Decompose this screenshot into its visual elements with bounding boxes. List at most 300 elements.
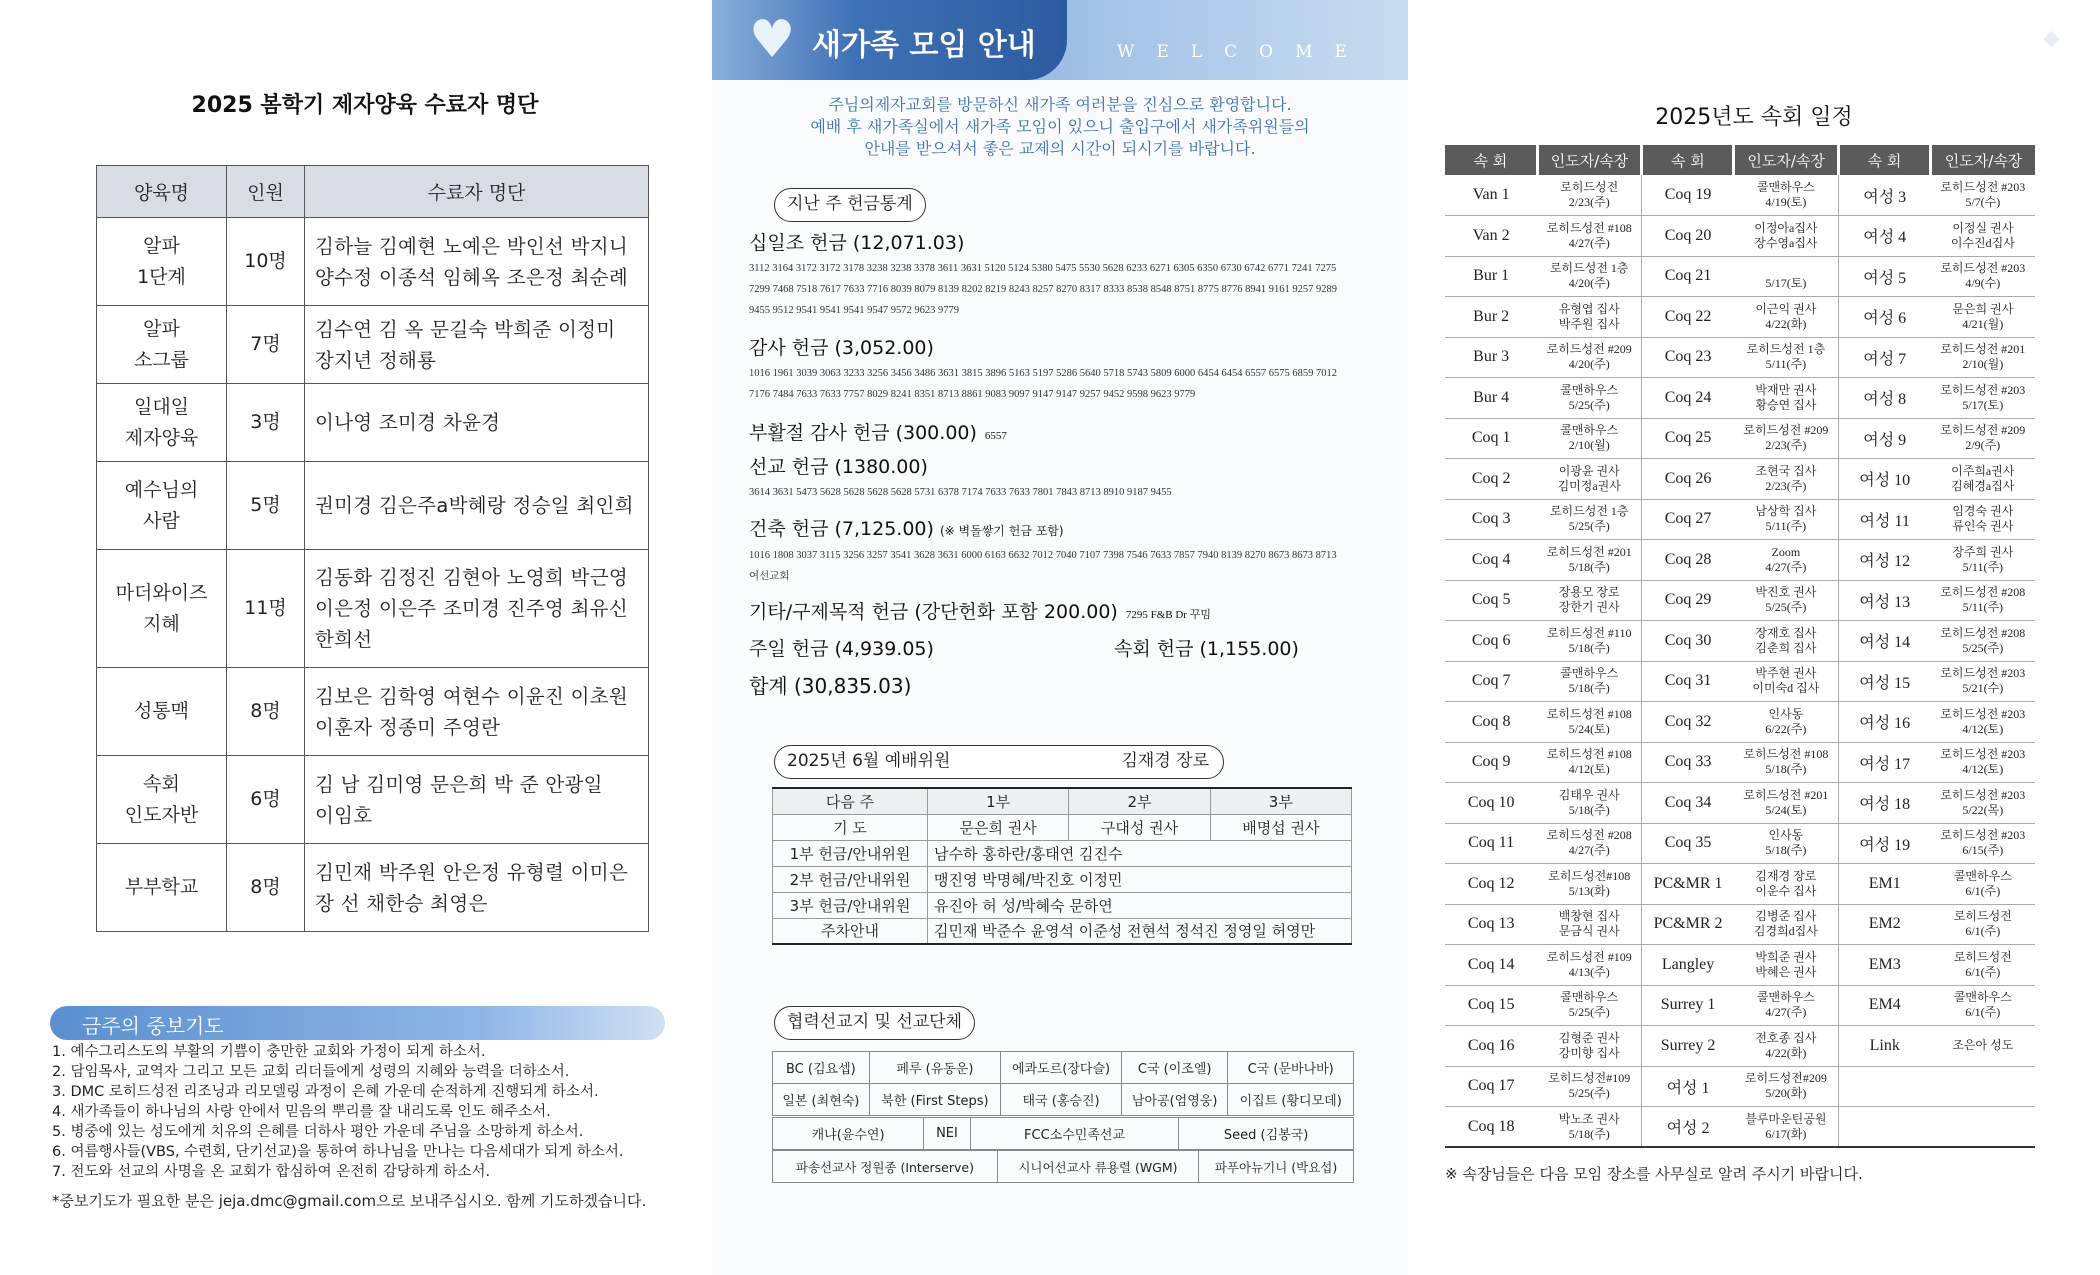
table-cell: 구대성 권사	[1069, 814, 1210, 840]
table-cell: 로히드성전 #201 5/24(토)	[1734, 783, 1838, 824]
other-offering	[749, 597, 1211, 624]
table-cell: 여성 7	[1838, 337, 1930, 378]
tithe-offering: 십일조 헌금 (12,071.03)	[749, 232, 965, 254]
table-cell: EM2	[1838, 904, 1930, 945]
table-cell: C국 (문바나바)	[1228, 1052, 1354, 1084]
table-cell: 여성 12	[1838, 540, 1930, 581]
table-row	[1445, 621, 2035, 662]
table-cell: 유형엽 집사 박주원 집사	[1537, 297, 1641, 338]
table-cell: Langley	[1642, 945, 1734, 986]
table-cell: 로히드성전 #110 5/18(주)	[1537, 621, 1641, 662]
table-row	[1445, 256, 2035, 297]
table-cell: 배명섭 권사	[1210, 814, 1351, 840]
column-header: 인도자/속장	[1734, 145, 1838, 175]
table-cell: 로히드성전 #209 4/20(주)	[1537, 337, 1641, 378]
worship-committee-title: 2025년 6월 예배위원	[787, 751, 951, 771]
table-cell: FCC소수민족선교	[970, 1118, 1179, 1150]
table-cell: 1부	[928, 788, 1069, 814]
table-cell: 속회 인도자반	[97, 756, 227, 844]
table-cell: 에콰도르(장다슬)	[1001, 1052, 1122, 1084]
hands-heart-icon: ♥	[748, 10, 796, 70]
table-cell: Coq 10	[1445, 783, 1537, 824]
table-cell: C국 (이조엘)	[1121, 1052, 1227, 1084]
table-cell: 일본 (최현숙)	[773, 1084, 870, 1116]
welcome-line: 안내를 받으셔서 좋은 교제의 시간이 되시기를 바랍니다.	[864, 139, 1256, 158]
easter-offering-label: 부활절 감사 헌금 (300.00)	[749, 422, 977, 444]
table-row	[1445, 580, 2035, 621]
table-cell: Surrey 2	[1642, 1026, 1734, 1067]
table-cell: 김태우 권사 5/18(주)	[1537, 783, 1641, 824]
building-numbers: 1016 1808 3037 3115 3256 3257 3541 3628 3631 6000 6163 6632 7012 7040 7107 7398 7546 7633 7857 7940 8139 8270 8673 8673 8713 여선교회	[749, 550, 1337, 582]
table-cell	[1838, 1066, 1930, 1107]
table-header-row	[97, 166, 649, 218]
table-cell: Coq 17	[1445, 1066, 1537, 1107]
table-cell: Coq 1	[1445, 418, 1537, 459]
middle-panel	[712, 0, 1408, 1275]
table-cell: 로히드성전#108 5/13(화)	[1537, 864, 1641, 905]
table-cell: 여성 2	[1642, 1107, 1734, 1148]
table-cell: 박주현 권사 이미숙d 집사	[1734, 661, 1838, 702]
banner-title: 새가족 모임 안내	[812, 28, 1036, 63]
table-cell: 콜맨하우스 5/25(주)	[1537, 378, 1641, 419]
table-cell: 남수하 홍하란/홍태연 김진수	[928, 840, 1352, 866]
table-cell: 박희준 권사 박혜은 권사	[1734, 945, 1838, 986]
prayer-header-bar	[50, 1006, 665, 1040]
table-cell: Coq 24	[1642, 378, 1734, 419]
welcome-banner	[712, 0, 1408, 80]
cell-group-schedule-title: 2025년도 속회 일정	[1655, 105, 1853, 130]
table-cell: 일대일 제자양육	[97, 384, 227, 462]
list-item: 4. 새가족들이 하나님의 사랑 안에서 믿음의 뿌리를 잘 내리도록 인도 해주소서.	[52, 1104, 551, 1120]
table-cell: 여성 16	[1838, 702, 1930, 743]
table-cell: 이집트 (황디모데)	[1228, 1084, 1354, 1116]
table-cell: Coq 12	[1445, 864, 1537, 905]
table-cell: EM3	[1838, 945, 1930, 986]
table-cell	[1931, 1107, 2035, 1148]
table-row	[1445, 985, 2035, 1026]
left-panel	[0, 0, 710, 1275]
schedule-table-body	[1445, 175, 2035, 1147]
table-cell: 예수님의 사람	[97, 462, 227, 550]
table-cell: Bur 3	[1445, 337, 1537, 378]
table-cell: 권미경 김은주a박혜랑 정승일 최인희	[305, 462, 649, 550]
table-cell: 김형준 권사 강미향 집사	[1537, 1026, 1641, 1067]
cell-offering: 속회 헌금 (1,155.00)	[1114, 638, 1299, 660]
table-cell: Coq 18	[1445, 1107, 1537, 1148]
table-row	[1445, 864, 2035, 905]
table-row	[1445, 418, 2035, 459]
table-cell: 로히드성전 #203 5/21(수)	[1931, 661, 2035, 702]
table-cell: 페루 (유동운)	[869, 1052, 1000, 1084]
table-cell: 김하늘 김예현 노예은 박인선 박지니 양수정 이종석 임혜옥 조은정 최순례	[305, 218, 649, 306]
welcome-line: 예배 후 새가족실에서 새가족 모임이 있으니 출입구에서 새가족위원들의	[810, 117, 1310, 136]
table-row	[97, 462, 649, 550]
table-cell: 로히드성전 6/1(주)	[1931, 904, 2035, 945]
table-cell: 박재만 권사 황승연 집사	[1734, 378, 1838, 419]
table-cell: Coq 23	[1642, 337, 1734, 378]
table-cell: Coq 29	[1642, 580, 1734, 621]
worship-committee-elder: 김재경 장로	[1121, 751, 1209, 771]
other-offering-label: 기타/구제목적 헌금 (강단헌화 포함 200.00)	[749, 601, 1118, 623]
graduates-table-body	[97, 218, 649, 932]
table-cell: 콜맨하우스 5/25(주)	[1537, 985, 1641, 1026]
table-cell: Bur 1	[1445, 256, 1537, 297]
table-row	[1445, 499, 2035, 540]
table-cell: 여성 9	[1838, 418, 1930, 459]
table-row	[1445, 459, 2035, 500]
table-row	[773, 918, 1352, 944]
mission-partners-table-2	[772, 1117, 1354, 1150]
table-cell: Coq 19	[1642, 175, 1734, 216]
table-cell: 장재호 집사 김춘희 집사	[1734, 621, 1838, 662]
list-item: 1. 예수그리스도의 부활의 기쁨이 충만한 교회와 가정이 되게 하소서.	[52, 1044, 486, 1060]
table-cell: NEI	[924, 1118, 971, 1150]
welcome-line: 주님의제자교회를 방문하신 새가족 여러분을 진심으로 환영합니다.	[828, 95, 1292, 114]
table-cell: 7명	[227, 306, 305, 384]
table-cell: 로히드성전 #203 4/12(토)	[1931, 702, 2035, 743]
table-cell: Link	[1838, 1026, 1930, 1067]
table-cell: 로히드성전 #209 2/23(주)	[1734, 418, 1838, 459]
banner-subtitle: WELCOME	[1117, 42, 1369, 62]
table-cell: 유진아 허 성/박혜숙 문하연	[928, 892, 1352, 918]
table-row	[773, 840, 1352, 866]
table-cell: Coq 25	[1642, 418, 1734, 459]
table-cell: 다음 주	[773, 788, 928, 814]
table-cell: Coq 8	[1445, 702, 1537, 743]
table-cell: 로히드성전 #201 5/18(주)	[1537, 540, 1641, 581]
table-row	[773, 1151, 1354, 1183]
table-cell: 로히드성전 #203 5/7(수)	[1931, 175, 2035, 216]
table-cell: 남상학 집사 5/11(주)	[1734, 499, 1838, 540]
table-cell: 로히드성전 #203 4/9(수)	[1931, 256, 2035, 297]
table-cell: 인사동 5/18(주)	[1734, 823, 1838, 864]
table-cell: 3부	[1210, 788, 1351, 814]
table-cell: 5명	[227, 462, 305, 550]
banner-title-block	[712, 0, 1067, 80]
table-cell: Surrey 1	[1642, 985, 1734, 1026]
list-item: 2. 담임목사, 교역자 그리고 모든 교회 리더들에게 성령의 지혜와 능력을 더하소서.	[52, 1064, 570, 1080]
column-header: 인도자/속장	[1931, 145, 2035, 175]
table-cell: 박노조 권사 5/18(주)	[1537, 1107, 1641, 1148]
table-cell: 로히드성전 #108 5/18(주)	[1734, 742, 1838, 783]
table-cell: 이나영 조미경 차윤경	[305, 384, 649, 462]
table-cell: Coq 33	[1642, 742, 1734, 783]
list-item: 5. 병중에 있는 성도에게 치유의 은혜를 더하사 평안 가운데 주님을 소망하게 하소서.	[52, 1124, 584, 1140]
table-row	[773, 788, 1352, 814]
table-cell: Coq 31	[1642, 661, 1734, 702]
table-cell: 성통맥	[97, 668, 227, 756]
table-cell: 로히드성전 #208 5/11(주)	[1931, 580, 2035, 621]
table-cell: 6명	[227, 756, 305, 844]
prayer-note: *중보기도가 필요한 분은 jeja.dmc@gmail.com으로 보내주십시오. 함께 기도하겠습니다.	[52, 1192, 647, 1210]
table-cell: 파푸아뉴기니 (박요섭)	[1199, 1151, 1354, 1183]
table-row	[97, 668, 649, 756]
table-cell: 여성 4	[1838, 216, 1930, 257]
table-row	[1445, 175, 2035, 216]
mission-offering: 선교 헌금 (1380.00)	[749, 456, 928, 478]
table-cell: 로히드성전 1층 5/11(주)	[1734, 337, 1838, 378]
list-item: 6. 여름행사들(VBS, 수련회, 단기선교)을 통하여 하나님을 만나는 다음세대가 되게 하소서.	[52, 1144, 624, 1160]
sunday-offering: 주일 헌금 (4,939.05)	[749, 638, 934, 660]
building-offering-label: 건축 헌금 (7,125.00)	[749, 518, 934, 540]
table-cell: 문은희 권사	[928, 814, 1069, 840]
table-cell: 5/17(토)	[1734, 256, 1838, 297]
right-panel	[1408, 0, 2100, 1275]
graduates-table	[96, 165, 649, 932]
table-cell: 김재경 장로 이운수 집사	[1734, 864, 1838, 905]
church-logo-watermark: ◆	[2043, 26, 2060, 51]
table-cell: Coq 21	[1642, 256, 1734, 297]
table-cell: PC&MR 2	[1642, 904, 1734, 945]
table-row	[1445, 702, 2035, 743]
table-cell: Coq 27	[1642, 499, 1734, 540]
table-cell: 북한 (First Steps)	[869, 1084, 1000, 1116]
table-cell: 콜맨하우스 4/27(주)	[1734, 985, 1838, 1026]
table-cell: 김보은 김학영 여현수 이윤진 이초원 이훈자 정종미 주영란	[305, 668, 649, 756]
table-cell: 콜맨하우스 6/1(주)	[1931, 864, 2035, 905]
table-cell: Coq 22	[1642, 297, 1734, 338]
column-header: 수료자 명단	[305, 166, 649, 218]
table-cell: 장주희 권사 5/11(주)	[1931, 540, 2035, 581]
table-cell: 로히드성전 #108 4/27(주)	[1537, 216, 1641, 257]
table-cell: 임경숙 권사 류인숙 권사	[1931, 499, 2035, 540]
table-cell: 이광윤 권사 김미정a권사	[1537, 459, 1641, 500]
table-cell: Coq 30	[1642, 621, 1734, 662]
table-cell: 여성 17	[1838, 742, 1930, 783]
table-cell: 김민재 박준수 윤영석 이준성 전현석 정석진 정영일 허영만	[928, 918, 1352, 944]
table-cell: 콜맨하우스 6/1(주)	[1931, 985, 2035, 1026]
table-cell: Bur 2	[1445, 297, 1537, 338]
table-row	[97, 384, 649, 462]
table-cell: PC&MR 1	[1642, 864, 1734, 905]
table-header-row	[1445, 145, 2035, 175]
table-row	[773, 814, 1352, 840]
table-cell: 맹진영 박명혜/박진호 이정민	[928, 866, 1352, 892]
table-row	[1445, 945, 2035, 986]
table-cell: 로히드성전 #203 5/22(목)	[1931, 783, 2035, 824]
table-cell: 블루마운틴공원 6/17(화)	[1734, 1107, 1838, 1148]
discipleship-title: 2025 봄학기 제자양육 수료자 명단	[191, 93, 539, 118]
table-cell: 여성 10	[1838, 459, 1930, 500]
table-cell: BC (김요셉)	[773, 1052, 870, 1084]
table-cell: 11명	[227, 550, 305, 668]
table-cell: EM1	[1838, 864, 1930, 905]
table-cell: 로히드성전 1층 4/20(주)	[1537, 256, 1641, 297]
column-header: 속 회	[1642, 145, 1734, 175]
table-cell: Coq 4	[1445, 540, 1537, 581]
table-row	[97, 218, 649, 306]
table-cell: Coq 6	[1445, 621, 1537, 662]
table-cell: 2부 헌금/안내위원	[773, 866, 928, 892]
table-cell: 이정실 권사 이수진d집사	[1931, 216, 2035, 257]
table-cell: 여성 15	[1838, 661, 1930, 702]
table-cell	[1838, 1107, 1930, 1148]
table-row	[1445, 216, 2035, 257]
table-cell: 로히드성전 6/1(주)	[1931, 945, 2035, 986]
table-row	[97, 844, 649, 932]
table-cell: Coq 32	[1642, 702, 1734, 743]
table-cell: 로히드성전 #208 4/27(주)	[1537, 823, 1641, 864]
table-cell: 김동화 김정진 김현아 노영희 박근영 이은정 이은주 조미경 진주영 최유신 한희선	[305, 550, 649, 668]
column-header: 속 회	[1838, 145, 1930, 175]
table-cell: 여성 18	[1838, 783, 1930, 824]
table-cell: Coq 28	[1642, 540, 1734, 581]
table-row	[1445, 661, 2035, 702]
table-cell: 백창현 집사 문금식 권사	[1537, 904, 1641, 945]
table-cell: Van 2	[1445, 216, 1537, 257]
table-cell: 로히드성전 1층 5/25(주)	[1537, 499, 1641, 540]
table-cell: 마더와이즈 지혜	[97, 550, 227, 668]
table-cell: 알파 소그룹	[97, 306, 227, 384]
table-row	[1445, 378, 2035, 419]
table-cell: 기 도	[773, 814, 928, 840]
table-row	[97, 306, 649, 384]
table-row	[773, 892, 1352, 918]
table-row	[773, 1052, 1354, 1084]
prayer-list	[52, 1042, 692, 1182]
table-cell: 이근익 권사 4/22(화)	[1734, 297, 1838, 338]
thanks-numbers: 1016 1961 3039 3063 3233 3256 3456 3486 3631 3815 3896 5163 5197 5286 5640 5718 5743 5809 6000 6454 6454 6557 6575 6859 7012 7176 7484 7633 7633 7757 8029 8241 8351 8713 8861 9083 9097 9147 9147 9257 9452 9598 9623 9779	[749, 368, 1337, 400]
table-row	[1445, 1066, 2035, 1107]
tithe-numbers: 3112 3164 3172 3172 3178 3238 3238 3378 3611 3631 5120 5124 5380 5475 5530 5628 6233 6271 6305 6350 6730 6742 6771 7241 7275 7299 7468 7518 7617 7633 7716 8039 8079 8139 8202 8219 8243 8257 8270 8317 8333 8538 8548 8751 8775 8776 8941 9161 9257 9289 9455 9512 9541 9541 9541 9547 9572 9623 9779	[749, 263, 1337, 316]
table-cell: 로히드성전 #203 6/15(주)	[1931, 823, 2035, 864]
offering-pill: 지난 주 헌금통계	[774, 188, 926, 222]
table-cell: 김민재 박주원 안은정 유형렬 이미은 장 선 채한승 최영은	[305, 844, 649, 932]
table-cell: 8명	[227, 844, 305, 932]
table-row	[1445, 823, 2035, 864]
thanks-offering: 감사 헌금 (3,052.00)	[749, 337, 934, 359]
table-cell: 조현국 집사 2/23(주)	[1734, 459, 1838, 500]
schedule-note: ※ 속장님들은 다음 모임 장소를 사무실로 알려 주시기 바랍니다.	[1445, 1165, 1863, 1183]
table-cell: 여성 5	[1838, 256, 1930, 297]
other-numbers: 7295 F&B Dr 꾸밈	[1125, 609, 1211, 621]
table-cell	[1931, 1066, 2035, 1107]
table-cell: 여성 11	[1838, 499, 1930, 540]
table-cell: 파송선교사 정원종 (Interserve)	[773, 1151, 998, 1183]
table-cell: 인사동 6/22(주)	[1734, 702, 1838, 743]
table-cell: 전호종 집사 4/22(화)	[1734, 1026, 1838, 1067]
table-cell: Bur 4	[1445, 378, 1537, 419]
table-cell: 로히드성전#109 5/25(주)	[1537, 1066, 1641, 1107]
table-cell: 로히드성전 #201 2/10(월)	[1931, 337, 2035, 378]
table-cell: Seed (김봉국)	[1179, 1118, 1354, 1150]
table-row	[1445, 783, 2035, 824]
mission-partners-pill: 협력선교지 및 선교단체	[774, 1006, 975, 1040]
easter-numbers: 6557	[984, 430, 1007, 442]
table-cell: Coq 34	[1642, 783, 1734, 824]
table-cell: 이주희a권사 김혜경a집사	[1931, 459, 2035, 500]
table-cell: Coq 5	[1445, 580, 1537, 621]
table-row	[1445, 337, 2035, 378]
table-row	[1445, 1026, 2035, 1067]
table-row	[1445, 540, 2035, 581]
table-cell: 여성 8	[1838, 378, 1930, 419]
table-cell: Coq 2	[1445, 459, 1537, 500]
table-cell: 여성 14	[1838, 621, 1930, 662]
table-cell: 여성 6	[1838, 297, 1930, 338]
table-cell: 콜맨하우스 2/10(월)	[1537, 418, 1641, 459]
table-cell: 장용모 장로 장한기 권사	[1537, 580, 1641, 621]
table-cell: Coq 3	[1445, 499, 1537, 540]
table-cell: 조은아 성도	[1931, 1026, 2035, 1067]
table-cell: 박진호 권사 5/25(주)	[1734, 580, 1838, 621]
column-header: 인도자/속장	[1537, 145, 1641, 175]
table-cell: 여성 1	[1642, 1066, 1734, 1107]
table-cell: Coq 13	[1445, 904, 1537, 945]
table-cell: 로히드성전 #203 4/12(토)	[1931, 742, 2035, 783]
table-cell: Coq 9	[1445, 742, 1537, 783]
table-cell: Coq 7	[1445, 661, 1537, 702]
table-cell: 1부 헌금/안내위원	[773, 840, 928, 866]
mission-partners-table-3	[772, 1150, 1354, 1183]
table-row	[97, 550, 649, 668]
table-cell: 시니어선교사 류용렬 (WGM)	[997, 1151, 1198, 1183]
table-cell: 김 남 김미영 문은희 박 준 안광일 이임호	[305, 756, 649, 844]
table-cell: EM4	[1838, 985, 1930, 1026]
worship-committee-pill	[774, 745, 1224, 779]
table-cell: Zoom 4/27(주)	[1734, 540, 1838, 581]
worship-service-table	[772, 787, 1352, 945]
table-cell: 여성 3	[1838, 175, 1930, 216]
offering-total: 합계 (30,835.03)	[749, 674, 912, 698]
table-cell: Coq 35	[1642, 823, 1734, 864]
table-cell: 8명	[227, 668, 305, 756]
table-cell: 로히드성전#209 5/20(화)	[1734, 1066, 1838, 1107]
table-cell: Coq 20	[1642, 216, 1734, 257]
table-cell: 3부 헌금/안내위원	[773, 892, 928, 918]
table-cell: 알파 1단계	[97, 218, 227, 306]
mission-partners-table	[772, 1051, 1354, 1116]
table-cell: 로히드성전 #203 5/17(토)	[1931, 378, 2035, 419]
table-row	[97, 756, 649, 844]
table-cell: 로히드성전 #209 2/9(주)	[1931, 418, 2035, 459]
table-row	[773, 1084, 1354, 1116]
mission-numbers: 3614 3631 5473 5628 5628 5628 5628 5731 6378 7174 7633 7633 7801 7843 8713 8910 9187 9455	[749, 487, 1172, 498]
table-cell: 2부	[1069, 788, 1210, 814]
list-item: 3. DMC 로히드성전 리조닝과 리모델링 과정이 은혜 가운데 순적하게 진행되게 하소서.	[52, 1084, 599, 1100]
table-cell: 주차안내	[773, 918, 928, 944]
table-cell: Coq 26	[1642, 459, 1734, 500]
table-cell: Coq 14	[1445, 945, 1537, 986]
table-cell: 김수연 김 옥 문길숙 박희준 이정미 장지년 정해룡	[305, 306, 649, 384]
table-cell: 로히드성전 #208 5/25(주)	[1931, 621, 2035, 662]
table-cell: 로히드성전 #109 4/13(주)	[1537, 945, 1641, 986]
table-cell: Van 1	[1445, 175, 1537, 216]
building-note: (※ 벽돌쌓기 헌금 포함)	[939, 524, 1064, 538]
column-header: 인원	[227, 166, 305, 218]
column-header: 속 회	[1445, 145, 1537, 175]
building-offering	[749, 514, 1064, 541]
table-row	[1445, 742, 2035, 783]
table-cell: 남아공(엄영웅)	[1121, 1084, 1227, 1116]
easter-offering	[749, 418, 1007, 445]
column-header: 양육명	[97, 166, 227, 218]
table-cell: 김병준 집사 김경희d집사	[1734, 904, 1838, 945]
prayer-title: 금주의 중보기도	[82, 1014, 224, 1038]
table-row	[773, 1118, 1354, 1150]
table-row	[773, 866, 1352, 892]
table-cell: 여성 19	[1838, 823, 1930, 864]
table-cell: 3명	[227, 384, 305, 462]
table-row	[1445, 904, 2035, 945]
table-cell: 로히드성전 #108 4/12(토)	[1537, 742, 1641, 783]
table-cell: Coq 11	[1445, 823, 1537, 864]
table-cell: 콜맨하우스 5/18(주)	[1537, 661, 1641, 702]
table-cell: Coq 15	[1445, 985, 1537, 1026]
table-cell: 여성 13	[1838, 580, 1930, 621]
table-cell: 태국 (홍승진)	[1001, 1084, 1122, 1116]
table-cell: 콜맨하우스 4/19(토)	[1734, 175, 1838, 216]
